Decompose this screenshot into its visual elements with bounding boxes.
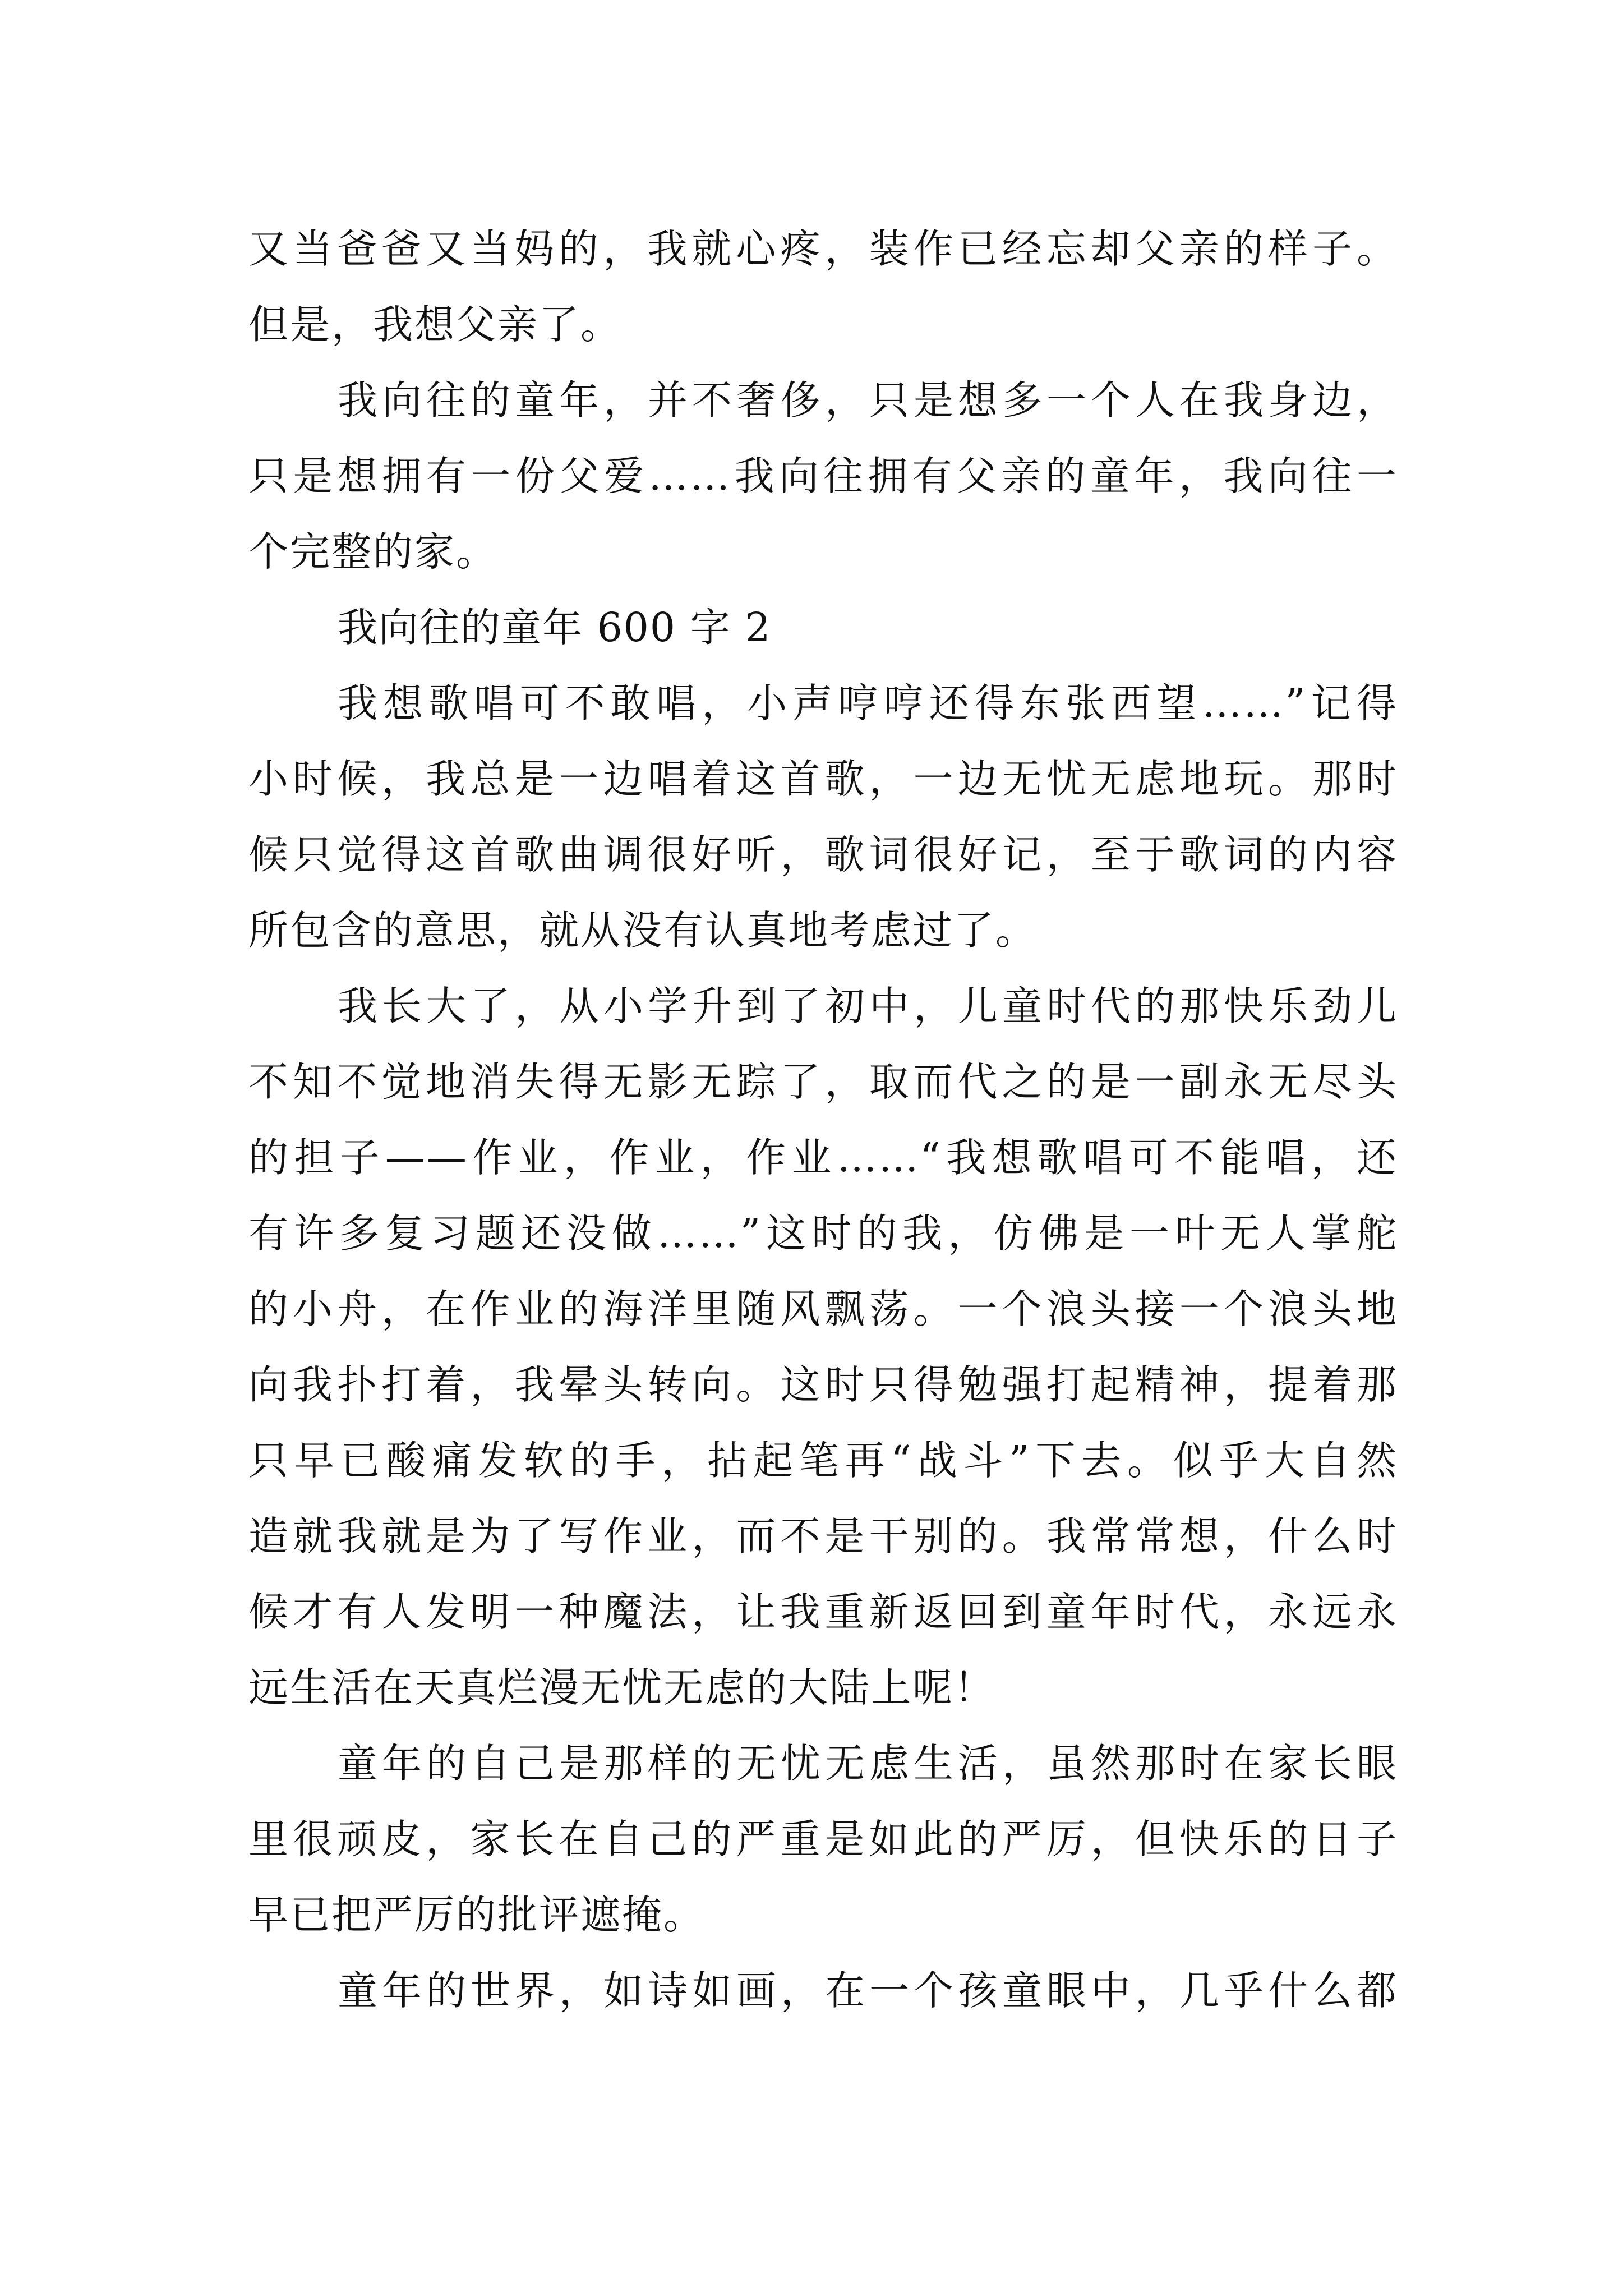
text-line: 我长大了，从小学升到了初中，儿童时代的那快乐劲儿 (338, 983, 1398, 1029)
text-line: 候才有人发明一种魔法，让我重新返回到童年时代，永远永 (248, 1589, 1398, 1635)
text-line: 有许多复习题还没做……”这时的我，仿佛是一叶无人掌舵 (248, 1210, 1398, 1257)
text-line: 只早已酸痛发软的手，拈起笔再“战斗”下去。似乎大自然 (248, 1437, 1398, 1484)
text-line: 所包含的意思，就从没有认真地考虑过了。 (248, 907, 1038, 954)
text-line: 小时候，我总是一边唱着这首歌，一边无忧无虑地玩。那时 (248, 756, 1398, 802)
text-line: 早已把严厉的批评遮掩。 (248, 1892, 706, 1938)
text-line: 里很顽皮，家长在自己的严重是如此的严厉，但快乐的日子 (248, 1816, 1398, 1862)
text-line: 向我扑打着，我晕头转向。这时只得勉强打起精神，提着那 (248, 1361, 1398, 1408)
text-line: 的担子——作业，作业，作业……“我想歌唱可不能唱，还 (248, 1134, 1398, 1181)
text-line: 造就我就是为了写作业，而不是干别的。我常常想，什么时 (248, 1513, 1398, 1559)
text-line: 我想歌唱可不敢唱，小声哼哼还得东张西望……”记得 (338, 680, 1398, 726)
text-line: 我向往的童年，并不奢侈，只是想多一个人在我身边， (338, 377, 1398, 424)
text-line: 但是，我想父亲了。 (248, 301, 623, 348)
text-line: 远生活在天真烂漫无忧无虑的大陆上呢！ (248, 1664, 996, 1711)
text-line: 只是想拥有一份父爱……我向往拥有父亲的童年，我向往一 (248, 453, 1398, 499)
text-line: 的小舟，在作业的海洋里随风飘荡。一个浪头接一个浪头地 (248, 1286, 1398, 1332)
text-line: 又当爸爸又当妈的，我就心疼，装作已经忘却父亲的样子。 (248, 226, 1398, 272)
text-line: 个完整的家。 (248, 528, 498, 575)
text-line: 童年的世界，如诗如画，在一个孩童眼中，几乎什么都 (338, 1967, 1398, 2014)
section-heading: 我向往的童年 600 字 2 (338, 604, 772, 651)
text-line: 候只觉得这首歌曲调很好听，歌词很好记，至于歌词的内容 (248, 831, 1398, 878)
text-line: 不知不觉地消失得无影无踪了，取而代之的是一副永无尽头 (248, 1059, 1398, 1105)
text-line: 童年的自己是那样的无忧无虑生活，虽然那时在家长眼 (338, 1740, 1398, 1787)
